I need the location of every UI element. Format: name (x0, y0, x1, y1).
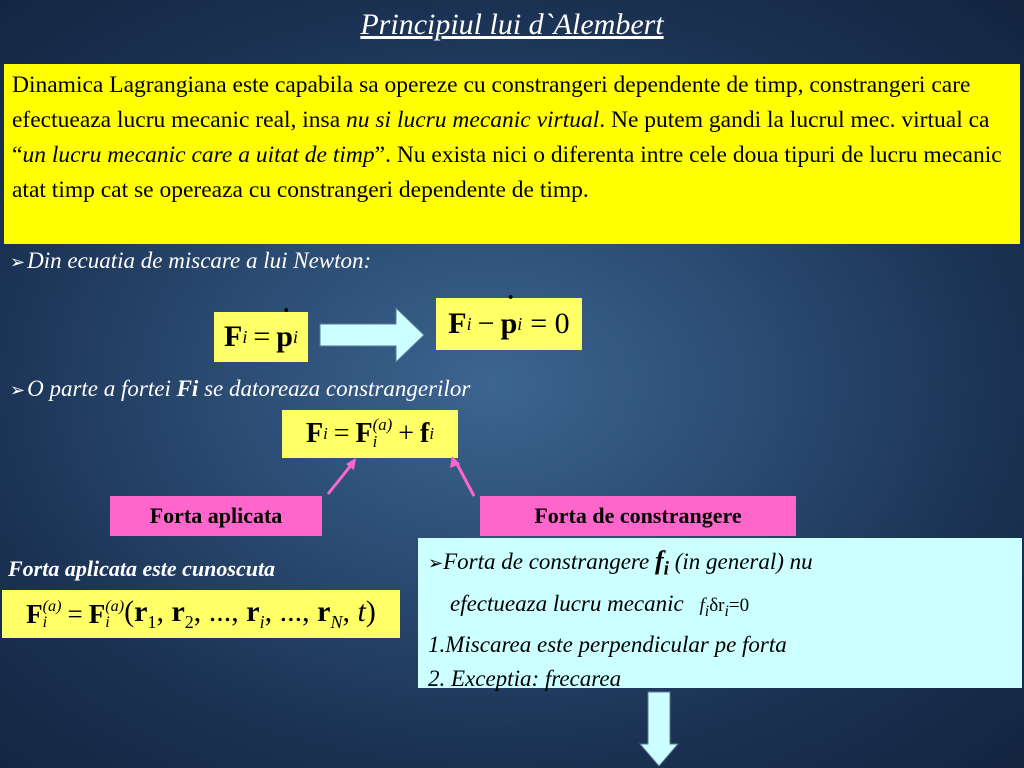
intro-text-italic-1: nu si lucru mecanic virtual (346, 107, 600, 133)
eq4-lhs-sub: i (42, 613, 48, 631)
eq1-lhs: F (224, 320, 243, 353)
bullet-newton-text: Din ecuatia de miscare a lui Newton: (27, 248, 372, 273)
cyan-line-3: 1.Miscarea este perpendicular pe forta (428, 632, 787, 658)
eq3-mid-sub: i (372, 432, 378, 451)
pointer-arrow-icon (316, 452, 476, 502)
equation-newton (214, 298, 308, 362)
eq4-subi: i (259, 612, 265, 632)
equation-newton-zero (436, 285, 582, 350)
eq4-ri: r (246, 595, 260, 628)
eq3-mid-scripts (373, 417, 393, 451)
cyan-line-1 (428, 544, 1012, 587)
eq3-mid: F (355, 418, 373, 449)
eq2-rhs-letter: p (500, 307, 518, 340)
eq4-lhs: F (26, 598, 43, 629)
eq4-rhs-sup: (a) (105, 596, 125, 615)
bullet2-bold: Fi (176, 376, 199, 401)
mini-eq-sub2: i (724, 602, 729, 620)
slide-title: Principiul lui d`Alembert (360, 8, 664, 41)
eq4-dots1: ... (208, 595, 232, 628)
cyan-line-2 (428, 587, 1012, 629)
equation-applied-force (2, 590, 400, 638)
eq4-r2: r (171, 595, 185, 628)
eq4-subN: N (330, 612, 343, 632)
bullet2-text-after: se datoreaza constrangerilor (198, 376, 471, 401)
intro-text-italic-2: un lucru mecanic care a uitat de timp (22, 142, 375, 168)
arrowhead-bullet-icon: ➢ (10, 252, 26, 272)
mini-eq-delta: δr (709, 594, 725, 616)
eq1-rhs-letter: p (276, 320, 293, 353)
eq2-lhs: F (448, 307, 467, 340)
eq4-dots2: ... (279, 595, 303, 628)
bullet2-text-before: O parte a fortei (27, 376, 177, 401)
eq3-rhs-sub: i (429, 424, 435, 443)
cyan-line1-bold: f (654, 546, 664, 575)
intro-text-3: ”. Nu exista nici o diferenta intre cele doua tipuri de lucru mecanic atat timp cat se opereaza cu constrangeri dependente de timp. (12, 142, 1002, 203)
eq4-equals: = (67, 598, 83, 629)
label-constraint-force: Forta de constrangere (480, 496, 796, 536)
cyan-line-4: 2. Exceptia: frecarea (428, 666, 622, 692)
eq4-lhs-sup: (a) (42, 596, 62, 615)
eq1-rhs-sub: i (292, 326, 298, 347)
mini-eq-rhs: =0 (728, 594, 750, 616)
arrowhead-bullet-icon: ➢ (428, 553, 444, 573)
eq2-rhs-sub: i (517, 313, 523, 334)
eq2-equals-zero: = 0 (530, 307, 570, 340)
cyan-line2-text: efectueaza lucru mecanic (450, 590, 684, 616)
eq4-args: ($r_1$, $r_2$, ..., $r_i$, ..., $r_N$, t) (124, 595, 376, 632)
eq4-rhs: F (88, 598, 106, 629)
arrowhead-bullet-icon: ➢ (10, 380, 26, 400)
eq2-minus: − (477, 307, 495, 340)
eq4-t: t (357, 595, 366, 628)
intro-text-1: Dinamica Lagrangiana este capabila sa opereze cu constrangeri dependente de timp, constrangeri care efectueaza lucru mecanic real, insa (12, 72, 971, 133)
arrow-down-icon (638, 690, 680, 768)
mini-eq-f: f (699, 594, 705, 616)
eq3-rhs: f (420, 418, 430, 449)
eq1-lhs-sub: i (242, 326, 248, 347)
constraint-work-box (418, 538, 1022, 692)
eq2-dot: · (506, 285, 515, 311)
eq3-equals: = (333, 418, 350, 449)
cyan-line1-bold-sub: i (663, 558, 669, 580)
eq1-equals: = (253, 320, 271, 353)
mini-eq-sub: i (704, 602, 710, 620)
cyan-line1-a: Forta de constrangere (443, 549, 655, 574)
eq3-lhs-sub: i (323, 424, 328, 443)
equation-force-split (282, 410, 458, 458)
eq3-lhs: F (305, 418, 324, 449)
eq2-lhs-sub: i (466, 313, 472, 334)
eq4-lhs-scripts (43, 598, 62, 630)
eq3-mid-sup: (a) (372, 415, 393, 435)
intro-paragraph (4, 64, 1020, 244)
eq3-plus: + (398, 418, 415, 449)
known-force-label: Forta aplicata este cunoscuta (8, 556, 276, 581)
eq4-rN: r (317, 595, 331, 628)
cyan-mini-equation (699, 594, 750, 620)
eq4-rhs-scripts (105, 598, 124, 630)
eq4-rhs-sub: i (105, 613, 110, 631)
intro-text-2: . Ne putem gandi la lucrul mec. virtual ca “ (12, 107, 990, 168)
bullet-newton (10, 248, 371, 274)
cyan-line1-b: (in general) nu (668, 549, 813, 574)
eq4-sub1: 1 (147, 612, 157, 632)
eq1-dot: · (282, 298, 291, 324)
label-applied-force: Forta aplicata (110, 496, 322, 536)
arrow-right-icon (318, 306, 428, 364)
eq1-rhs (276, 298, 293, 354)
eq2-rhs (500, 285, 518, 341)
eq4-sub2: 2 (184, 612, 194, 632)
eq4-r1: r (134, 595, 148, 628)
bullet-constraint-part (10, 376, 470, 402)
